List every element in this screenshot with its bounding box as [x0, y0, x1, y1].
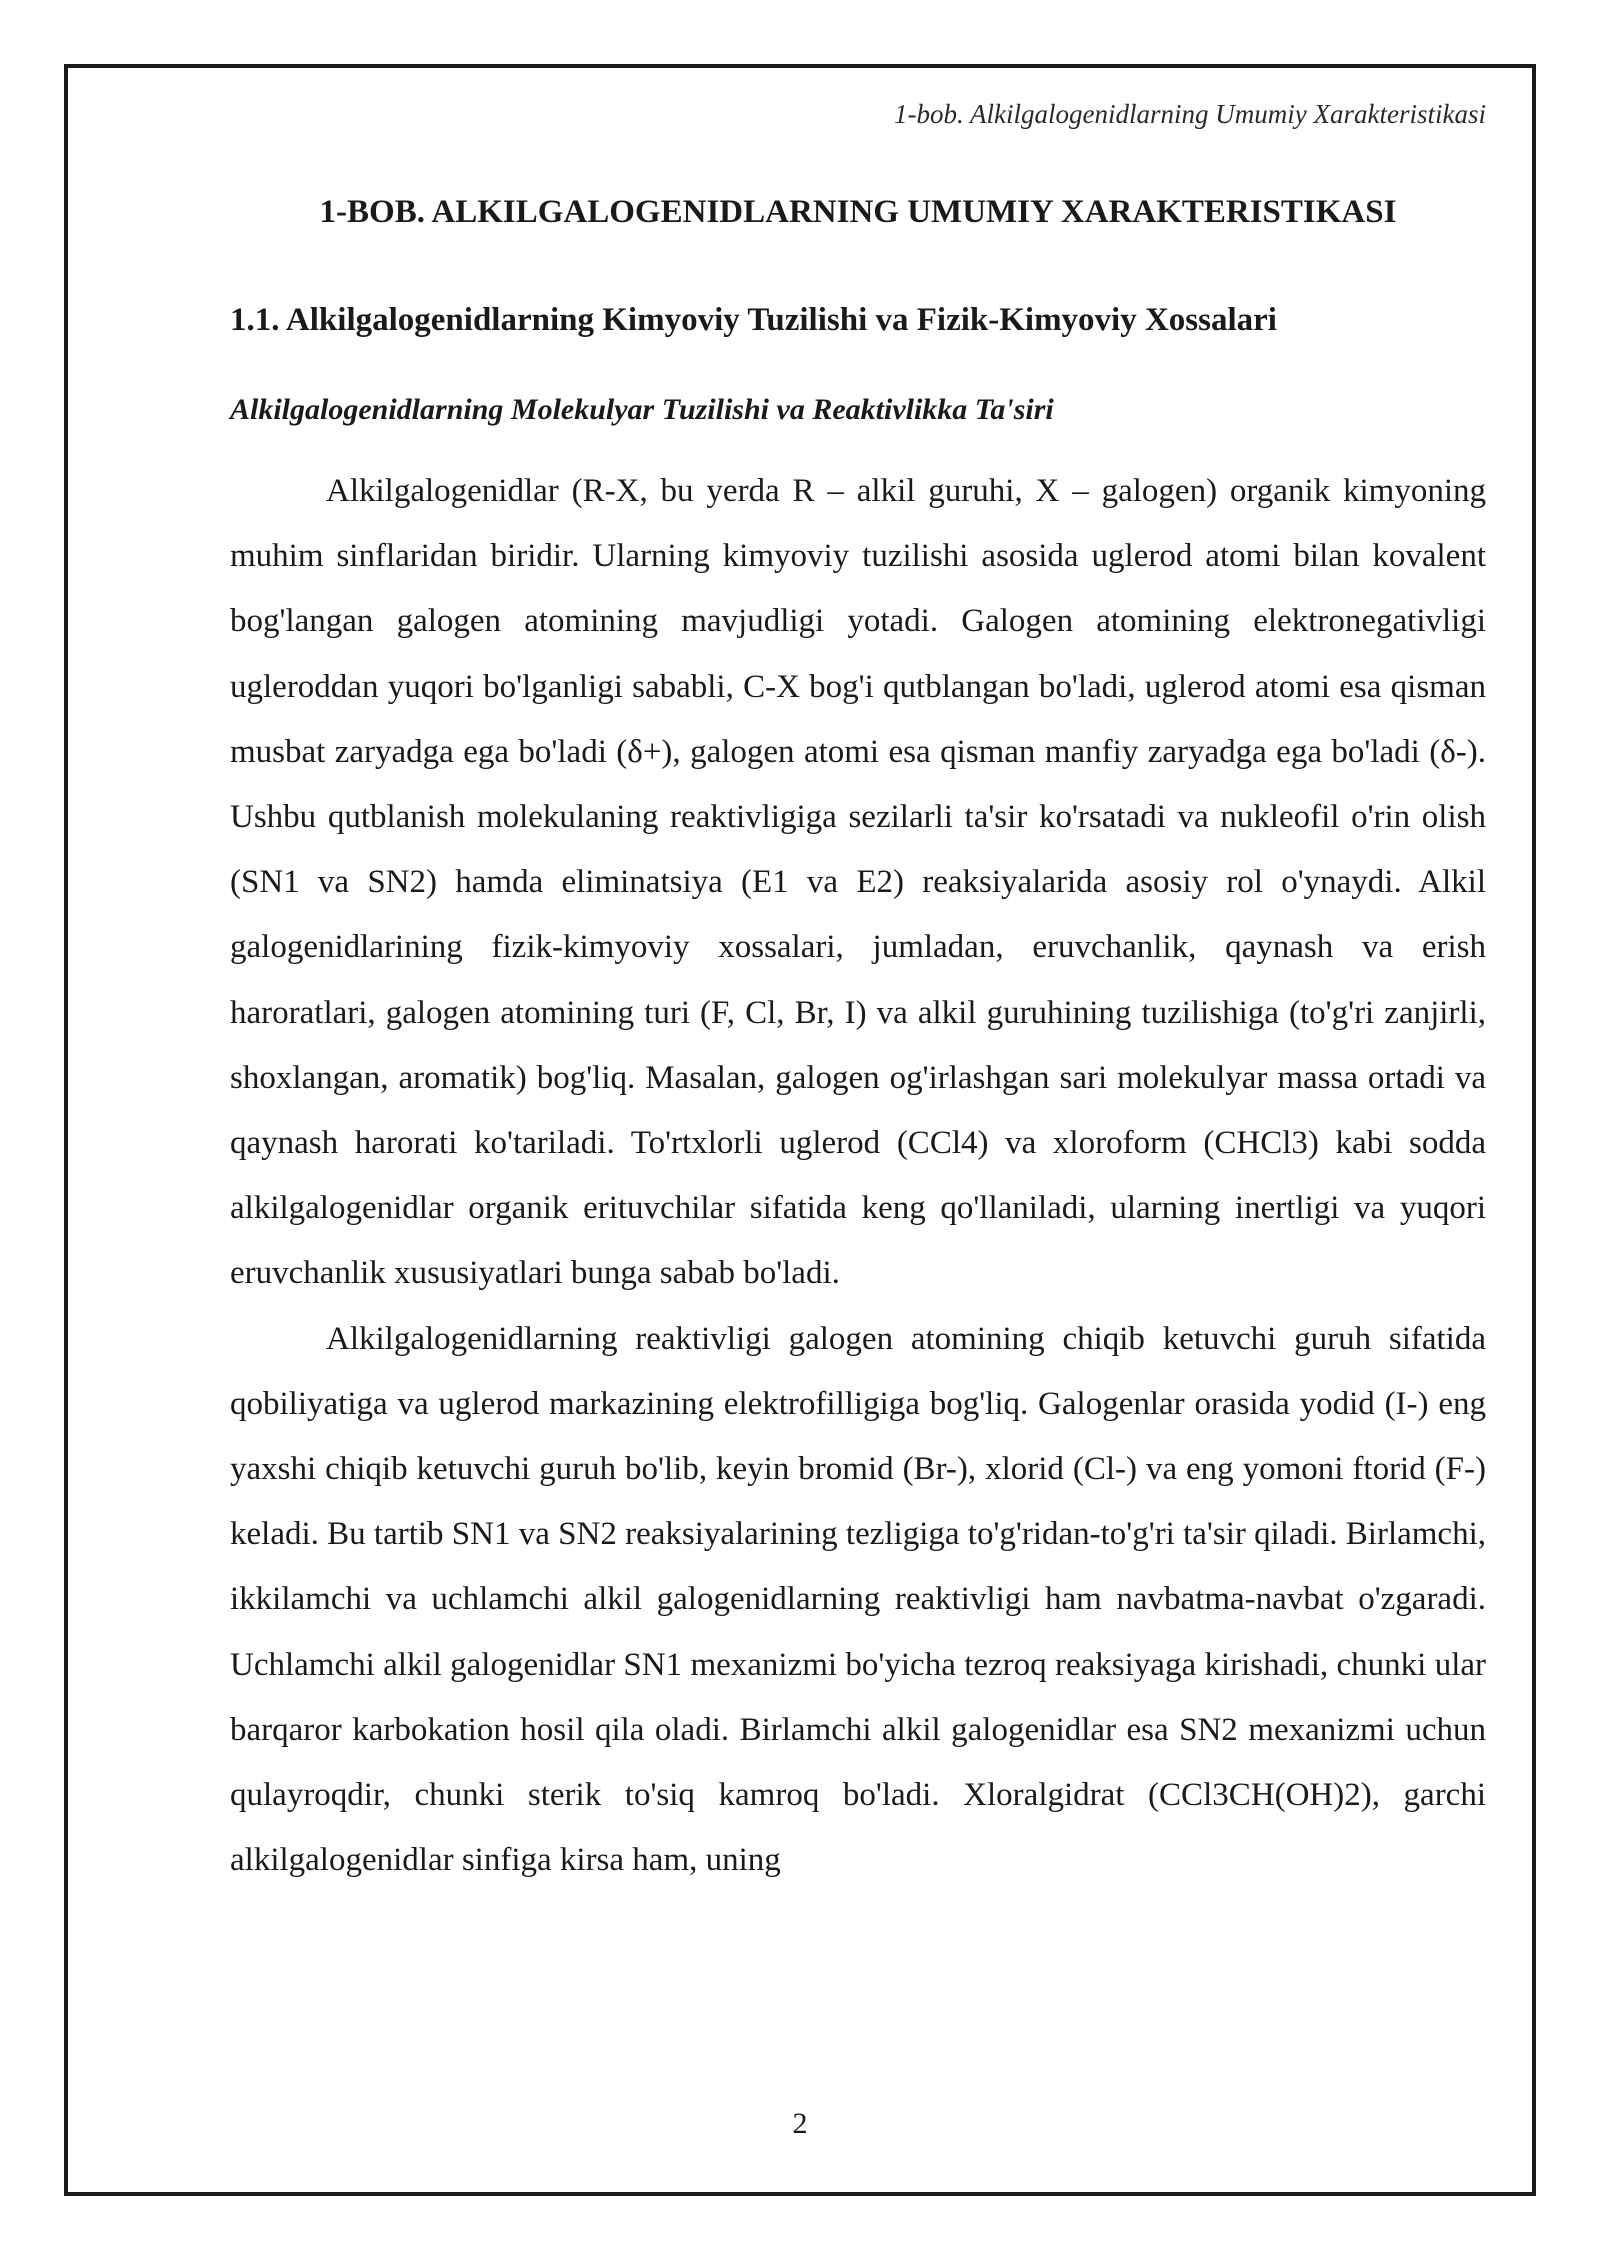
section-title: 1.1. Alkilgalogenidlarning Kimyoviy Tuzilishi va Fizik-Kimyoviy Xossalari — [230, 302, 1277, 338]
paragraph: Alkilgalogenidlarning reaktivligi galogen atomining chiqib ketuvchi guruh sifatida qobiliyatiga va uglerod markazining elektrofilligiga bog'liq. Galogenlar orasida yodid (I-) eng yaxshi chiqib ketuvchi guruh bo'lib, keyin bromid (Br-), xlorid (Cl-) va eng yomoni ftorid (F-) keladi. Bu tartib SN1 va SN2 reaksiyalarining tezligiga to'g'ridan-to'g'ri ta'sir qiladi. Birlamchi, ikkilamchi va uchlamchi alkil galogenidlarning reaktivligi ham navbatma-navbat o'zgaradi. Uchlamchi alkil galogenidlar SN1 mexanizmi bo'yicha tezroq reaksiyaga kirishadi, chunki ular barqaror karbokation hosil qila oladi. Birlamchi alkil galogenidlar esa SN2 mexanizmi uchun qulayroqdir, chunki sterik to'siq kamroq bo'ladi. Xloralgidrat (CCl3CH(OH)2), garchi alkilgalogenidlar sinfiga kirsa ham, uning — [230, 1320, 1486, 1879]
running-header: 1-bob. Alkilgalogenidlarning Umumiy Xarakteristikasi — [894, 99, 1486, 129]
chapter-title: 1-BOB. ALKILGALOGENIDLARNING UMUMIY XARAKTERISTIKASI — [319, 194, 1397, 230]
body-text — [230, 459, 1486, 1893]
page-number: 2 — [792, 2107, 808, 2140]
subsection-title: Alkilgalogenidlarning Molekulyar Tuzilishi va Reaktivlikka Ta'siri — [230, 393, 1054, 426]
paragraph: Alkilgalogenidlar (R-X, bu yerda R – alkil guruhi, X – galogen) organik kimyoning muhim sinflaridan biridir. Ularning kimyoviy tuzilishi asosida uglerod atomi bilan kovalent bog'langan galogen atomining mavjudligi yotadi. Galogen atomining elektronegativligi ugleroddan yuqori bo'lganligi sababli, C-X bog'i qutblangan bo'ladi, uglerod atomi esa qisman musbat zaryadga ega bo'ladi (δ+), galogen atomi esa qisman manfiy zaryadga ega bo'ladi (δ-). Ushbu qutblanish molekulaning reaktivligiga sezilarli ta'sir ko'rsatadi va nukleofil o'rin olish (SN1 va SN2) hamda eliminatsiya (E1 va E2) reaksiyalarida asosiy rol o'ynaydi. Alkil galogenidlarining fizik-kimyoviy xossalari, jumladan, eruvchanlik, qaynash va erish haroratlari, galogen atomining turi (F, Cl, Br, I) va alkil guruhining tuzilishiga (to'g'ri zanjirli, shoxlangan, aromatik) bog'liq. Masalan, galogen og'irlashgan sari molekulyar massa ortadi va qaynash harorati ko'tariladi. To'rtxlorli uglerod (CCl4) va xloroform (CHCl3) kabi sodda alkilgalogenidlar organik erituvchilar sifatida keng qo'llaniladi, ularning inertligi va yuqori eruvchanlik xususiyatlari bunga sabab bo'ladi. — [230, 473, 1486, 1292]
